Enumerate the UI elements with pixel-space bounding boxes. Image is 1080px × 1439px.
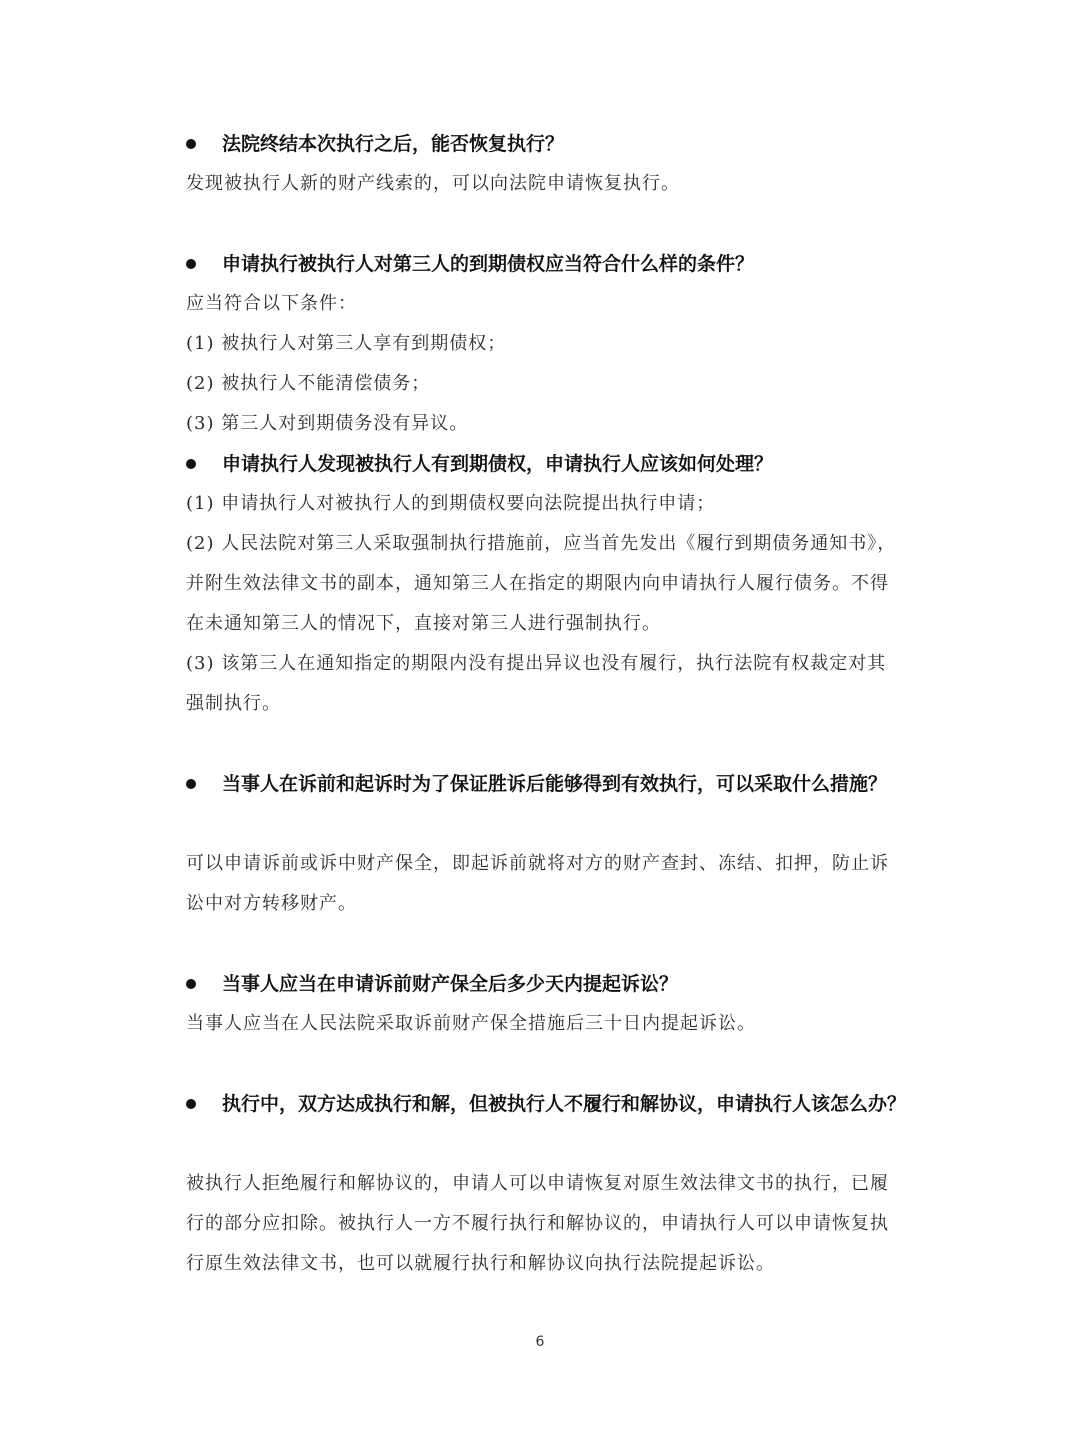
answer-block-6 [186,1164,898,1284]
answer-block-4 [186,844,898,924]
answer-paragraph: 发现被执行人新的财产线索的，可以向法院申请恢复执行。 [186,173,680,194]
question-text: 当事人在诉前和起诉时为了保证胜诉后能够得到有效执行，可以采取什么措施？ [222,773,888,795]
answer-block-1 [186,164,898,204]
question-heading-6 [186,1084,906,1124]
question-heading-3 [186,444,906,484]
bullet-icon [186,259,196,269]
answer-list-item: (3) 该第三人在通知指定的期限内没有提出异议也没有履行，执行法院有权裁定对其强制执行。 [186,653,887,714]
question-text: 法院终结本次执行之后，能否恢复执行？ [222,133,565,155]
question-heading-5 [186,964,906,1004]
question-heading-1 [186,124,906,164]
answer-list-item: (1) 被执行人对第三人享有到期债权； [186,333,507,354]
answer-list-item: (2) 被执行人不能清偿债务； [186,373,431,394]
question-text: 申请执行人发现被执行人有到期债权，申请执行人应该如何处理？ [222,453,774,475]
question-text: 申请执行被执行人对第三人的到期债权应当符合什么样的条件？ [222,253,755,275]
answer-block-3 [186,484,898,724]
answer-paragraph: 应当符合以下条件： [186,293,357,314]
answer-list-item: (2) 人民法院对第三人采取强制执行措施前，应当首先发出《履行到期债务通知书》，并附生效法律文书的副本，通知第三人在指定的期限内向申请执行人履行债务。不得在未通知第三人的情况下，直接对第三人进行强制执行。 [186,533,897,634]
bullet-icon [186,459,196,469]
page-number: 6 [535,1334,545,1350]
bullet-icon [186,779,196,789]
bullet-icon [186,979,196,989]
answer-list-item: (1) 申请执行人对被执行人的到期债权要向法院提出执行申请； [186,493,716,514]
question-heading-2 [186,244,906,284]
question-heading-4 [186,764,906,804]
answer-paragraph: 被执行人拒绝履行和解协议的，申请人可以申请恢复对原生效法律文书的执行，已履行的部分应扣除。被执行人一方不履行执行和解协议的，申请执行人可以申请恢复执行原生效法律文书，也可以就履行执行和解协议向执行法院提起诉讼。 [186,1173,889,1274]
answer-list-item: (3) 第三人对到期债务没有异议。 [186,413,469,434]
answer-block-5 [186,1004,898,1044]
bullet-icon [186,139,196,149]
question-text: 当事人应当在申请诉前财产保全后多少天内提起诉讼？ [222,973,679,995]
bullet-icon [186,1099,196,1109]
answer-block-2 [186,284,898,444]
question-text: 执行中，双方达成执行和解，但被执行人不履行和解协议，申请执行人该怎么办？ [222,1093,907,1115]
answer-paragraph: 可以申请诉前或诉中财产保全，即起诉前就将对方的财产查封、冻结、扣押，防止诉讼中对方转移财产。 [186,853,889,914]
answer-paragraph: 当事人应当在人民法院采取诉前财产保全措施后三十日内提起诉讼。 [186,1013,756,1034]
